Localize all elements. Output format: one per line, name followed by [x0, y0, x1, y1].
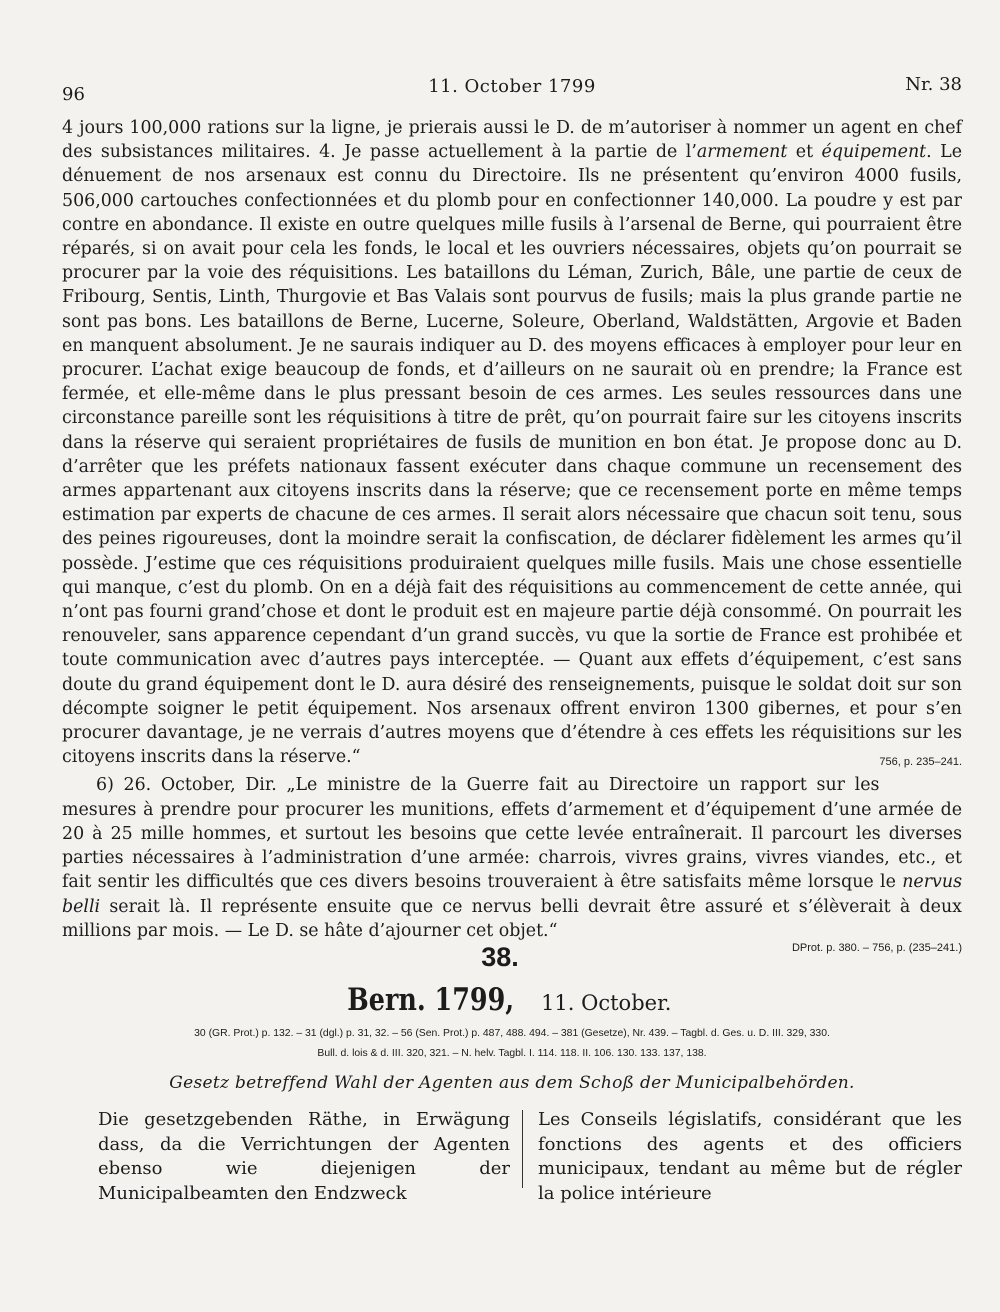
document-reference: Nr. 38 — [905, 74, 962, 95]
french-column: Les Conseils législatifs, considérant que les fonctions des agents et des officiers municipaux, tendant au même but de régler la police intérieure — [538, 1109, 962, 1204]
sources-line: Bull. d. lois & d. III. 320, 321. – N. helv. Tagbl. I. 114. 118. II. 106. 130. 133. 137, 138. — [317, 1048, 707, 1059]
source-references — [62, 1024, 962, 1064]
body-text — [62, 116, 962, 955]
citation: DProt. p. 380. – 756, p. (235–241.) — [791, 941, 962, 954]
header-date: 11. October 1799 — [428, 76, 596, 97]
running-header — [62, 74, 962, 104]
place-year: Bern. 1799, — [346, 982, 514, 1018]
document-number: 38. — [481, 942, 519, 972]
parallel-columns — [62, 1108, 962, 1204]
document-heading — [0, 982, 1000, 1018]
sources-line: 30 (GR. Prot.) p. 132. – 31 (dgl.) p. 31, 32. – 56 (Sen. Prot.) p. 487, 488. 494. – 381 (Gesetze), Nr. 439. – Tagbl. d. Ges. u. D. III. 329, 330. — [194, 1028, 830, 1039]
page-number: 96 — [62, 84, 85, 105]
column-divider — [522, 1110, 523, 1188]
law-title: Gesetz betreffend Wahl der Agenten aus dem Schoß der Municipalbehörden. — [169, 1073, 855, 1093]
paragraph-directory: 6) 26. October, Dir. „Le ministre de la Guerre fait au Directoire un rapport sur les mesures à prendre pour procurer les munitions, effets d’armement et d’équipement d’une armée de 20 à 25 mille hommes, et surtout les besoins que cette levée entraînerait. Il parcourt les diverses parties nécessaires à l’administration d’une armée: charrois, vivres grains, vivres viandes, etc., et fait sentir les difficultés que ces divers besoins trouveraient à être satisfaits même lorsque le nervus belli serait là. Il représente ensuite que ce nervus belli devrait être assuré et s’élèverait à deux millions par mois. — Le D. se hâte d’ajourner cet objet.“ — [62, 775, 962, 941]
german-column: Die gesetzgebenden Räthe, in Erwägung dass, da die Verrichtungen der Agenten ebenso wie diejenigen der Municipalbeamten den Endzweck — [98, 1109, 510, 1204]
citation: 756, p. 235–241. — [879, 756, 962, 769]
document-date: 11. October. — [541, 991, 672, 1015]
paragraph-report: 4 jours 100,000 rations sur la ligne, je prierais aussi le D. de m’autoriser à nommer un agent en chef des subsistances militaires. 4. Je passe actuellement à la partie de l’armement et équipement. Le dénuement de nos arsenaux est connu du Directoire. Ils ne présentent qu’environ 4000 fusils, 506,000 cartouches confectionnées et du plomb pour en confectionner 140,000. La poudre y est par contre en abondance. Il existe en outre quelques mille fusils à l’arsenal de Berne, qui pourraient être réparés, si on avait pour cela les fonds, le local et les ouvriers nécessaires, objets qu’on pourrait se procurer par la voie des réquisitions. Les bataillons du Léman, Zurich, Bâle, une partie de ceux de Fribourg, Sentis, Linth, Thurgovie et Bas Valais sont pourvus de fusils; mais la plus grande partie ne sont pas bons. Les bataillons de Berne, Lucerne, Soleure, Oberland, Waldstätten, Argovie et Baden en manquent absolument. Je ne saurais indiquer au D. des moyens efficaces à employer pour leur en procurer. L’achat exige beaucoup de fonds, et d’ailleurs on ne saurait où en prendre; la France est fermée, et elle-même dans le plus pressant besoin de ces armes. Les seules ressources dans une circonstance pareille sont les réquisitions à titre de prêt, qu’on pourrait faire sur les citoyens inscrits dans la réserve qui seraient propriétaires de fusils de munition en bon état. Je propose donc au D. d’arrêter que les préfets nationaux fassent exécuter dans chaque commune un recensement des armes appartenant aux citoyens inscrits dans la réserve; que ce recensement porte en même temps estimation par experts de chacune de ces armes. Il serait alors nécessaire que chacun soit tenu, sous des peines rigoureuses, dont la moindre serait la confiscation, de déclarer fidèlement les armes qu’il possède. J’estime que ces réquisitions produiraient quelques mille fusils. Mais une chose essentielle qui manque, c’est du plomb. On en a déjà fait des réquisitions au commencement de cette année, qui n’ont pas fourni grand’chose et dont le produit est en majeure partie déjà consommé. On pourrait les renouveler, sans apparence cependant d’un grand succès, vu que la sortie de France est prohibée et toute communication avec d’autres pays interceptée. — Quant aux effets d’équipement, c’est sans doute du grand équipement dont le D. aura désiré des renseignements, puisque le soldat doit sur son décompte soigner le petit équipement. Nos arsenaux offrent environ 1300 gibernes, et pour s’en procurer davantage, je ne verrais d’autres moyens que d’étendre à ces effets les réquisitions sur les citoyens inscrits dans la réserve.“ 756, p. 235–241. — [62, 116, 962, 769]
